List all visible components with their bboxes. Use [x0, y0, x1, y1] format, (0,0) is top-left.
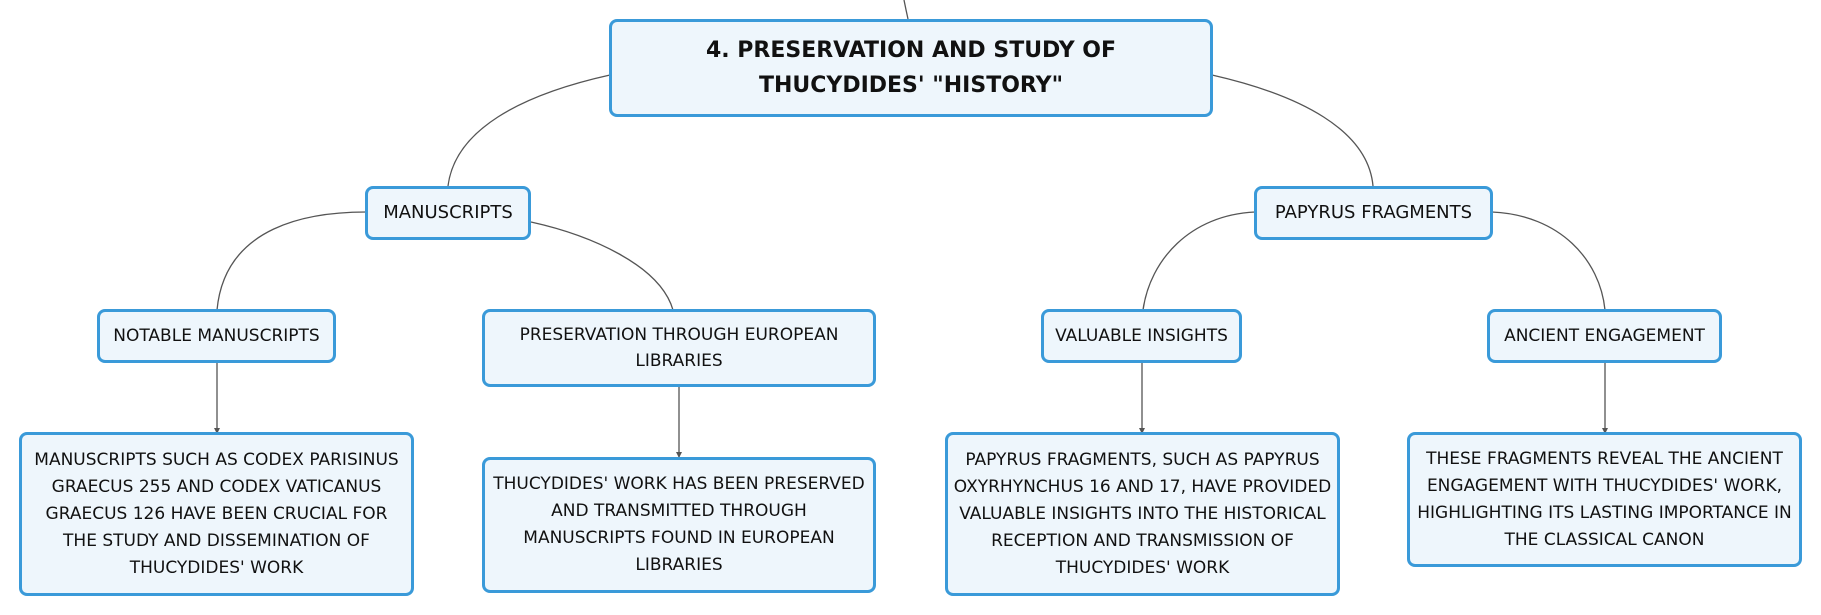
root-node[interactable]	[609, 19, 1213, 117]
branch-node-papyrus-fragments[interactable]	[1254, 186, 1493, 240]
detail-node-ancient-engagement[interactable]	[1407, 432, 1802, 567]
connector-manuscripts-notable	[217, 212, 366, 310]
detail-text: PAPYRUS FRAGMENTS, SUCH AS PAPYRUS OXYRHYNCHUS 16 AND 17, HAVE PROVIDED VALUABLE INSIGHTS INTO THE HISTORICAL RECEPTION AND TRANSMISSION OF THUCYDIDES' WORK	[953, 449, 1332, 578]
branch-label: PAPYRUS FRAGMENTS	[1274, 202, 1473, 223]
connector-root-incoming	[904, 0, 908, 19]
subtopic-label: PRESERVATION THROUGH EUROPEAN LIBRARIES	[519, 325, 839, 371]
detail-node-valuable-insights[interactable]	[945, 432, 1340, 596]
subtopic-node-valuable-insights[interactable]	[1041, 309, 1242, 363]
connector-papyrus-ancient	[1492, 212, 1605, 310]
subtopic-label: ANCIENT ENGAGEMENT	[1504, 326, 1705, 346]
detail-text: THUCYDIDES' WORK HAS BEEN PRESERVED AND TRANSMITTED THROUGH MANUSCRIPTS FOUND IN EUROPEAN LIBRARIES	[493, 474, 865, 575]
subtopic-label: NOTABLE MANUSCRIPTS	[113, 326, 320, 346]
detail-text: MANUSCRIPTS SUCH AS CODEX PARISINUS GRAECUS 255 AND CODEX VATICANUS GRAECUS 126 HAVE BEEN CRUCIAL FOR THE STUDY AND DISSEMINATION OF THUCYDIDES' WORK	[34, 449, 399, 578]
branch-label: MANUSCRIPTS	[383, 202, 513, 223]
connector-root-papyrus	[1212, 75, 1373, 186]
subtopic-node-ancient-engagement[interactable]	[1487, 309, 1722, 363]
detail-node-notable-manuscripts[interactable]	[19, 432, 414, 596]
root-label: 4. PRESERVATION AND STUDY OF THUCYDIDES' "HISTORY"	[705, 38, 1117, 98]
subtopic-node-preservation-libraries[interactable]	[482, 309, 876, 387]
subtopic-label: VALUABLE INSIGHTS	[1055, 326, 1228, 346]
connector-root-manuscripts	[448, 75, 610, 186]
branch-node-manuscripts[interactable]	[365, 186, 531, 240]
connector-manuscripts-preservation	[531, 222, 673, 310]
detail-node-preservation-libraries[interactable]	[482, 457, 876, 593]
detail-text: THESE FRAGMENTS REVEAL THE ANCIENT ENGAGEMENT WITH THUCYDIDES' WORK, HIGHLIGHTING ITS LASTING IMPORTANCE IN THE CLASSICAL CANON	[1417, 448, 1792, 550]
subtopic-node-notable-manuscripts[interactable]	[97, 309, 336, 363]
connector-papyrus-valuable	[1143, 212, 1255, 310]
